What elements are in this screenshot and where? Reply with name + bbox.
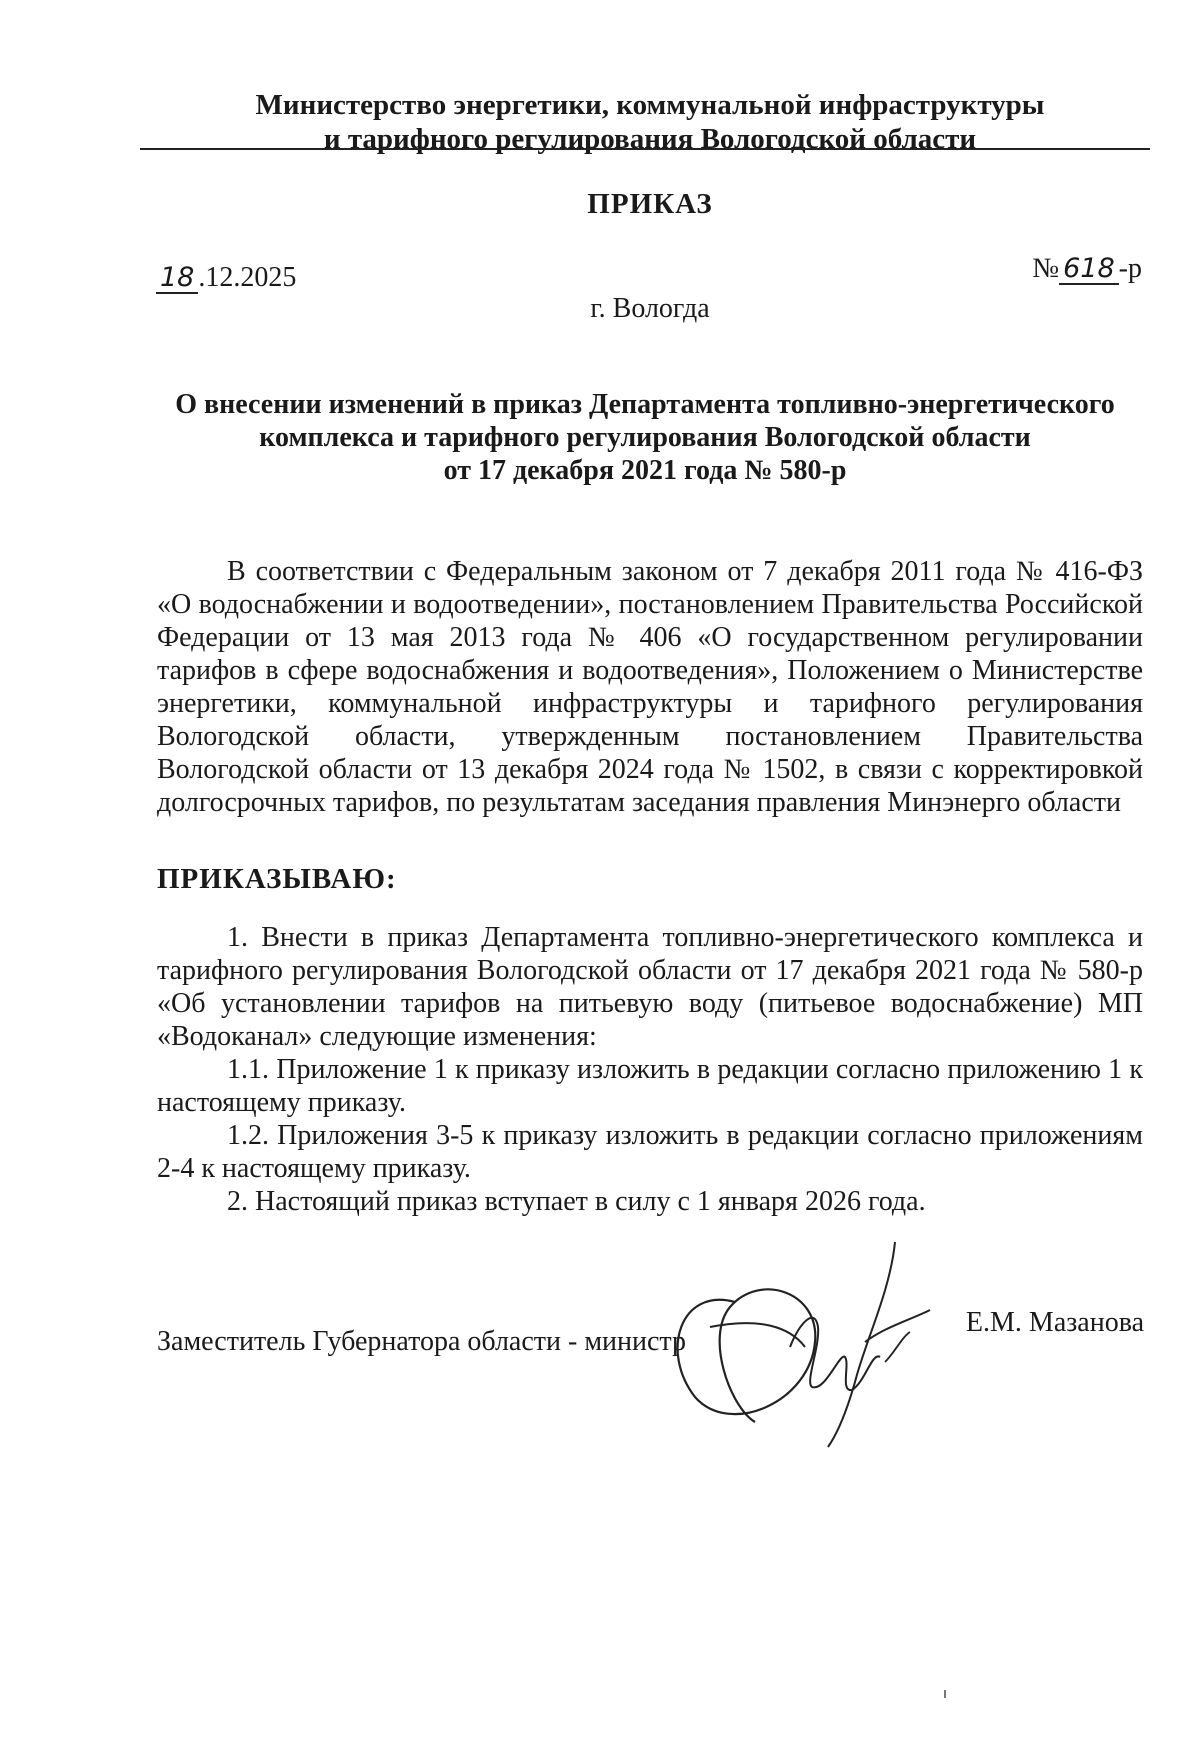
scan-speck — [944, 1690, 946, 1698]
subject-line-3: от 17 декабря 2021 года № 580-р — [443, 455, 847, 486]
number-suffix: -р — [1118, 253, 1142, 284]
order-subject — [150, 388, 1140, 487]
order-item: 2. Настоящий приказ вступает в силу с 1 января 2026 года. — [227, 1186, 926, 1217]
date-day-handwritten: 18 — [156, 264, 198, 294]
ministry-line-2: и тарифного регулирования Вологодской области — [323, 123, 977, 155]
order-date — [156, 262, 296, 294]
order-item: 1.2. Приложения 3-5 к приказу изложить в редакции согласно приложениям 2-4 к настоящему приказу. — [157, 1120, 1143, 1184]
handwritten-signature — [640, 1232, 960, 1452]
order-item: 1.1. Приложение 1 к приказу изложить в редакции согласно приложению 1 к настоящему приказу. — [157, 1054, 1143, 1118]
header-divider — [140, 148, 1150, 150]
city: г. Вологда — [590, 293, 710, 324]
subject-line-1: О внесении изменений в приказ Департамента топливно-энергетического — [175, 389, 1115, 420]
order-directive: ПРИКАЗЫВАЮ: — [157, 863, 397, 895]
number-prefix: № — [1032, 253, 1060, 284]
signatory-name: Е.М. Мазанова — [965, 1307, 1144, 1338]
preamble-paragraph: В соответствии с Федеральным законом от 7 декабря 2011 года № 416-ФЗ «О водоснабжении и водоотведении», постановлением Правительства Российской Федерации от 13 мая 2013 года № 406 «О государственном регулировании тарифов в сфере водоснабжения и водоотведения», Положением о Министерстве энергетики, коммунальной инфраструктуры и тарифного регулирования Вологодской области, утвержденным постановлением Правительства Вологодской области от 13 декабря 2024 года № 1502, в связи с корректировкой долгосрочных тарифов, по результатам заседания правления Минэнерго области — [157, 556, 1143, 818]
signatory-title: Заместитель Губернатора области - министр — [157, 1326, 686, 1357]
ministry-header — [140, 88, 1160, 156]
order-item: 1. Внести в приказ Департамента топливно-энергетического комплекса и тарифного регулирования Вологодской области от 17 декабря 2021 года № 580-р «Об установлении тарифов на питьевую воду (питьевое водоснабжение) МП «Водоканал» следующие изменения: — [157, 922, 1143, 1052]
order-number — [1032, 253, 1142, 285]
number-value-handwritten: 618 — [1059, 255, 1119, 285]
subject-line-2: комплекса и тарифного регулирования Вологодской области — [259, 422, 1031, 453]
document-type: ПРИКАЗ — [587, 188, 713, 220]
order-items — [157, 921, 1143, 1218]
date-rest: .12.2025 — [198, 262, 297, 293]
ministry-line-1: Министерство энергетики, коммунальной инфраструктуры — [255, 89, 1045, 121]
